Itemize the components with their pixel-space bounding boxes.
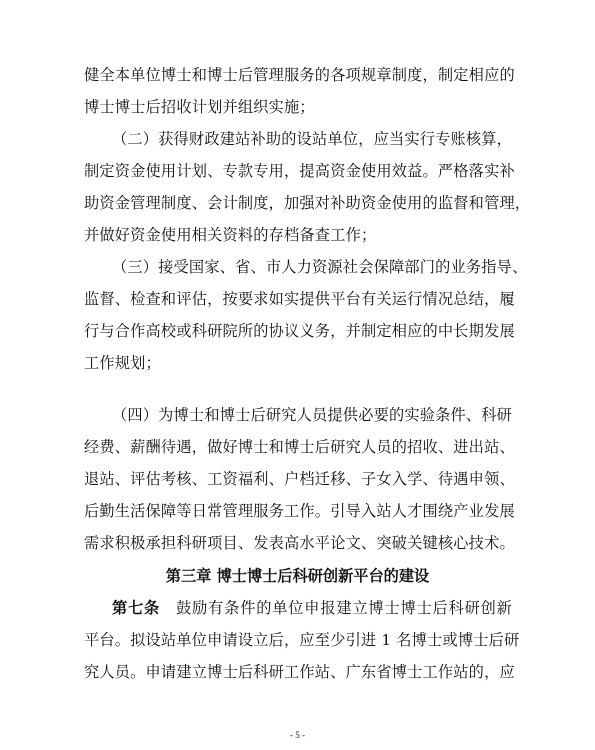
paragraph-2-line-1: （二）获得财政建站补助的设站单位，应当实行专账核算，: [112, 130, 513, 148]
paragraph-3-line-4: 工作规划；: [84, 354, 161, 372]
paragraph-4-line-3: 退站、评估考核、工资福利、户档迁移、子女入学、待遇申领、: [84, 470, 515, 488]
body-line-1: 健全本单位博士和博士后管理服务的各项规章制度，制定相应的: [84, 66, 515, 84]
article-label: 第七条: [112, 599, 161, 617]
body-line-2: 博士博士后招收计划并组织实施；: [84, 98, 315, 116]
paragraph-2-line-2: 制定资金使用计划、专款专用，提高资金使用效益。严格落实补: [84, 162, 515, 180]
paragraph-3-line-1: （三）接受国家、省、市人力资源社会保障部门的业务指导、: [112, 258, 528, 276]
paragraph-2-line-4: 并做好资金使用相关资料的存档备查工作；: [84, 226, 377, 244]
article-first-line-text: 鼓励有条件的单位申报建立博士博士后科研创新: [176, 599, 513, 617]
paragraph-2-line-3: 助资金管理制度、会计制度，加强对补助资金使用的监督和管理，: [84, 194, 531, 212]
paragraph-4-line-1: （四）为博士和博士后研究人员提供必要的实验条件、科研: [112, 406, 513, 424]
paragraph-4-line-2: 经费、薪酬待遇，做好博士和博士后研究人员的招收、进出站、: [84, 438, 515, 456]
page-number: - 5 -: [290, 730, 305, 740]
article-7-line-2: 平台。拟设站单位申请设立后，应至少引进 1 名博士或博士后研: [84, 631, 520, 649]
paragraph-3-line-3: 行与合作高校或科研院所的协议义务，并制定相应的中长期发展: [84, 322, 515, 340]
article-7-line-3: 究人员。申请建立博士后科研工作站、广东省博士工作站的，应: [84, 663, 515, 681]
article-7-line-1: [112, 599, 512, 617]
chapter-title: 第三章 博士博士后科研创新平台的建设: [165, 567, 430, 585]
paragraph-4-line-4: 后勤生活保障等日常管理服务工作。引导入站人才围绕产业发展: [84, 502, 515, 520]
paragraph-3-line-2: 监督、检查和评估，按要求如实提供平台有关运行情况总结，履: [84, 290, 515, 308]
paragraph-4-line-5: 需求积极承担科研项目、发表高水平论文、突破关键核心技术。: [84, 534, 515, 552]
